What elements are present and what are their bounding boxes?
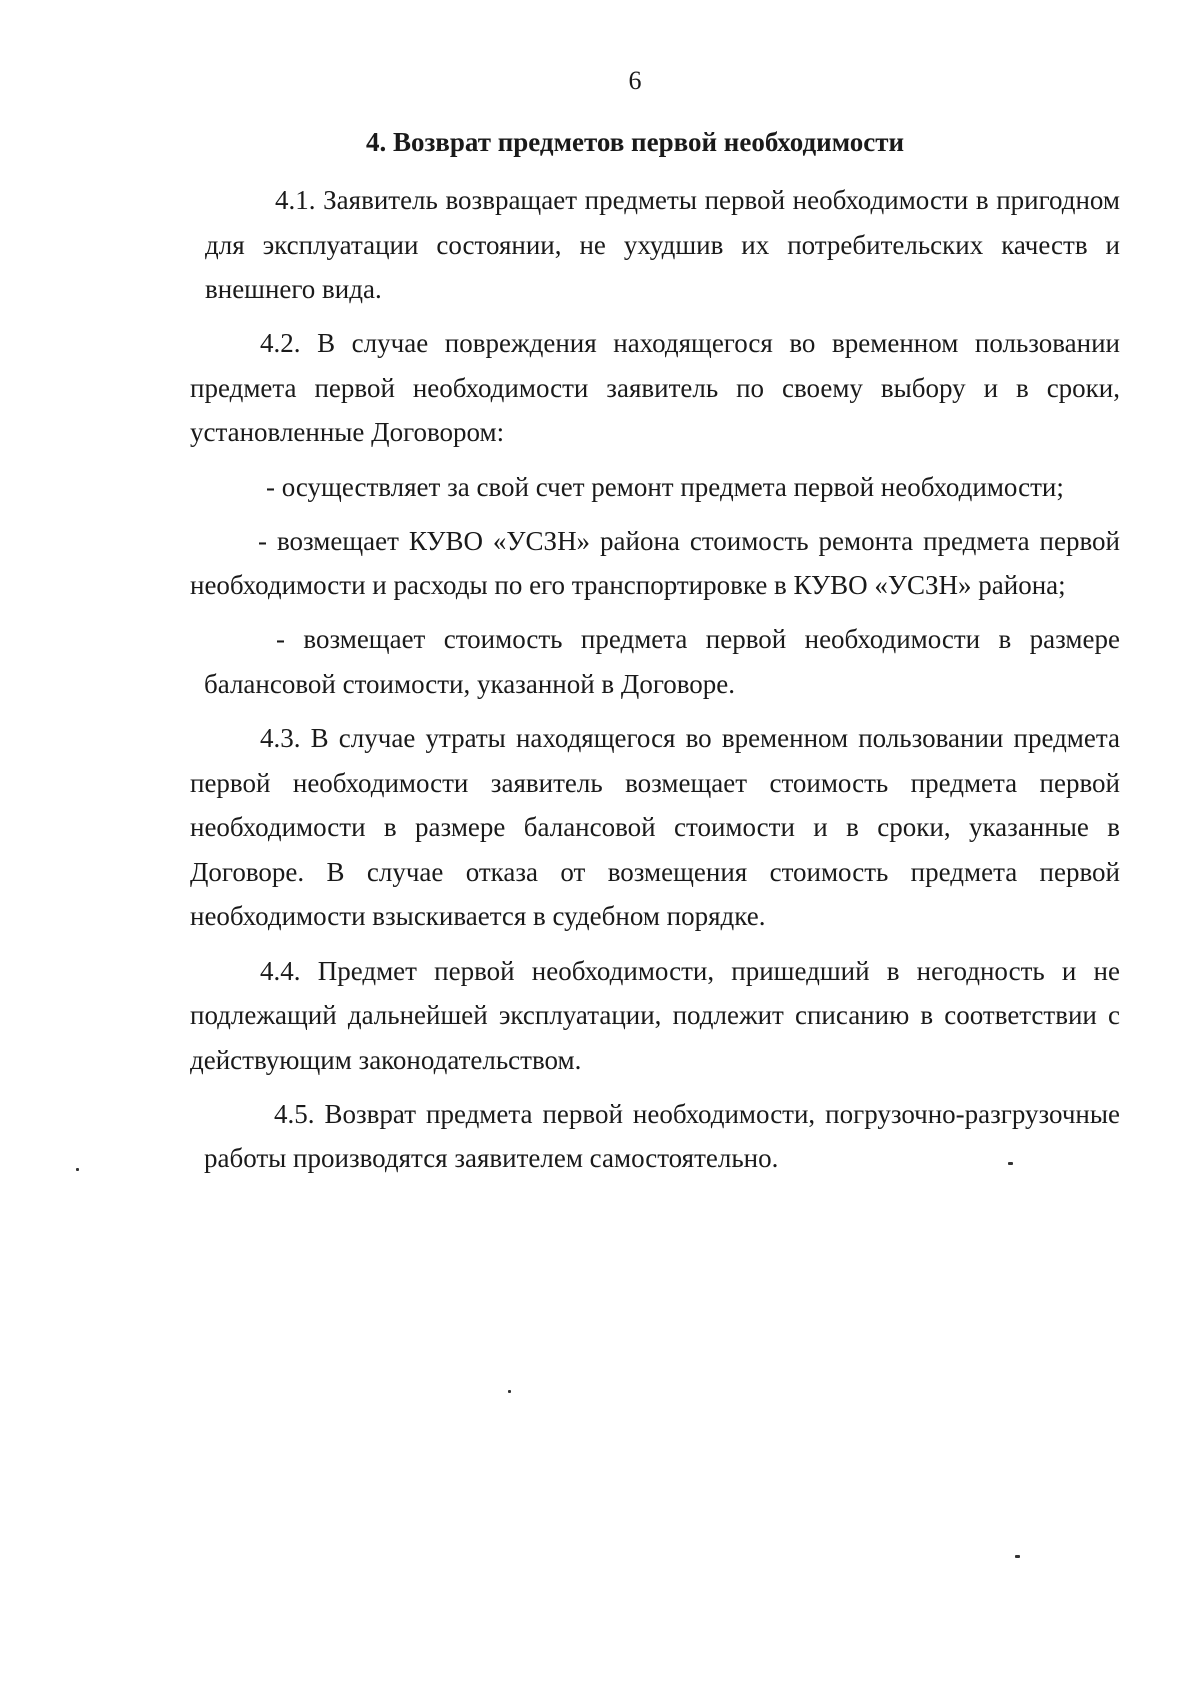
scan-speck (1015, 1555, 1020, 1558)
page-number: 6 (628, 66, 642, 95)
list-item-repair-cost: - возмещает КУВО «УСЗН» района стоимость ремонта предмета первой необходимости и расходы по его транспортировке в КУВО «УСЗН» района; (190, 525, 1120, 601)
list-item-repair: - осуществляет за свой счет ремонт предмета первой необходимости; (266, 471, 1064, 502)
list-item-balance-cost: - возмещает стоимость предмета первой необходимости в размере балансовой стоимости, указанной в Договоре. (204, 624, 1120, 699)
section-body (190, 178, 1120, 1190)
paragraph-4-3: 4.3. В случае утраты находящегося во временном пользовании предмета первой необходимости заявитель возмещает стоимость предмета первой необходимости в размере балансовой стоимости и в сроки, указанные в Договоре. В случае отказа от возмещения стоимость предмета первой необходимости взыскивается в судебном порядке. (190, 723, 1120, 932)
scan-speck (1008, 1162, 1013, 1165)
paragraph-4-4: 4.4. Предмет первой необходимости, пришедший в негодность и не подлежащий дальнейшей эксплуатации, подлежит списанию в соответствии с действующим законодательством. (190, 955, 1120, 1075)
paragraph-4-1: 4.1. Заявитель возвращает предметы первой необходимости в пригодном для эксплуатации состоянии, не ухудшив их потребительских качеств и внешнего вида. (205, 185, 1120, 305)
section-title: 4. Возврат предметов первой необходимости (365, 127, 905, 157)
scan-speck (508, 1390, 511, 1393)
paragraph-4-2: 4.2. В случае повреждения находящегося во временном пользовании предмета первой необходимости заявитель по своему выбору и в сроки, установленные Договором: (190, 328, 1120, 448)
paragraph-4-5: 4.5. Возврат предмета первой необходимости, погрузочно-разгрузочные работы производятся заявителем самостоятельно. (204, 1098, 1120, 1174)
scan-speck (76, 1168, 79, 1171)
